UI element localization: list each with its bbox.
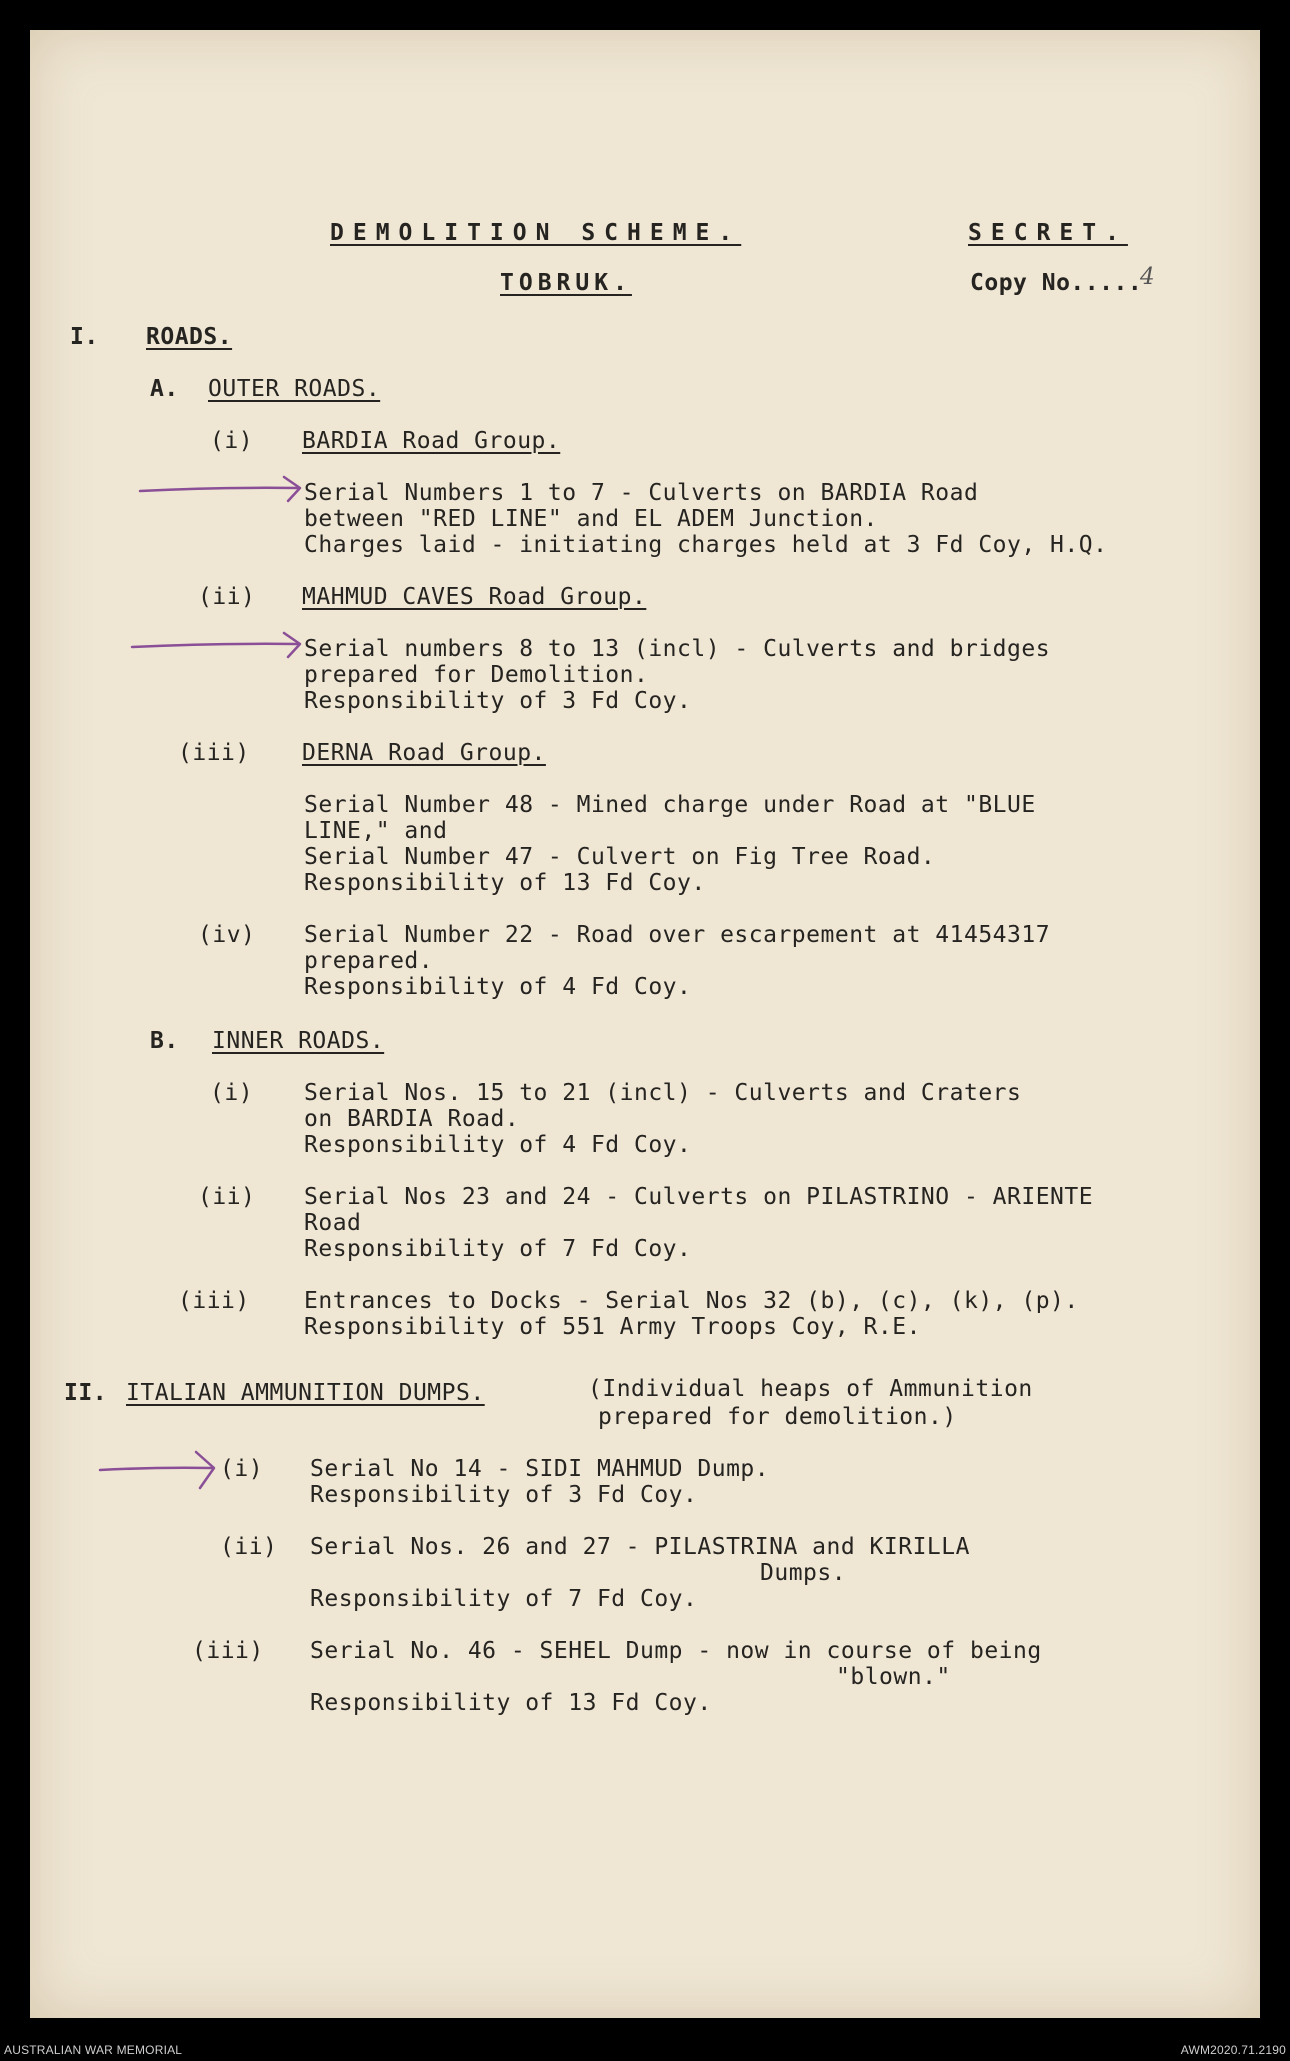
item-b1-num: (i) — [210, 1080, 254, 1106]
section-2-numeral: II. — [64, 1380, 108, 1406]
item-c1-num: (i) — [220, 1456, 264, 1482]
item-b3-num: (iii) — [178, 1288, 250, 1314]
item-c1-line-2: Responsibility of 3 Fd Coy. — [310, 1482, 698, 1508]
item-c3-line-3: Responsibility of 13 Fd Coy. — [310, 1690, 712, 1716]
item-c3-line-2: "blown." — [836, 1664, 951, 1690]
section-2-note-line-1: (Individual heaps of Ammunition — [588, 1376, 1033, 1402]
item-a4-line-1: Serial Number 22 - Road over escarpement at 41454317 — [304, 922, 1051, 948]
item-b2-num: (ii) — [198, 1184, 256, 1210]
item-b1-line-1: Serial Nos. 15 to 21 (incl) - Culverts and Craters — [304, 1080, 1022, 1106]
sub-a-heading: OUTER ROADS. — [208, 376, 381, 402]
item-a2-line-1: Serial numbers 8 to 13 (incl) - Culverts and bridges — [304, 636, 1051, 662]
sub-b-letter: B. — [150, 1028, 179, 1054]
item-a2-line-2: prepared for Demolition. — [304, 662, 649, 688]
sub-a-letter: A. — [150, 376, 179, 402]
item-a1-title: BARDIA Road Group. — [302, 428, 561, 454]
item-c2-line-3: Responsibility of 7 Fd Coy. — [310, 1586, 698, 1612]
section-1-heading: ROADS. — [146, 324, 233, 350]
item-a2-num: (ii) — [198, 584, 256, 610]
sub-b-heading: INNER ROADS. — [212, 1028, 385, 1054]
item-c2-num: (ii) — [220, 1534, 278, 1560]
copy-number: 4 — [1140, 264, 1156, 290]
item-c2-line-2: Dumps. — [760, 1560, 847, 1586]
copy-label: Copy No..... — [970, 270, 1143, 296]
item-c3-num: (iii) — [192, 1638, 264, 1664]
item-a1-line-2: between "RED LINE" and EL ADEM Junction. — [304, 506, 878, 532]
section-2-note-line-2: prepared for demolition.) — [598, 1404, 957, 1430]
item-b2-line-3: Responsibility of 7 Fd Coy. — [304, 1236, 692, 1262]
annotation-arrow-icon — [98, 1448, 222, 1492]
item-b3-line-2: Responsibility of 551 Army Troops Coy, R.E. — [304, 1314, 921, 1340]
footer-archive-name: AUSTRALIAN WAR MEMORIAL — [4, 2043, 183, 2057]
item-c1-line-1: Serial No 14 - SIDI MAHMUD Dump. — [310, 1456, 770, 1482]
section-2-heading: ITALIAN AMMUNITION DUMPS. — [126, 1380, 485, 1406]
item-c3-line-1: Serial No. 46 - SEHEL Dump - now in course of being — [310, 1638, 1042, 1664]
item-b2-line-2: Road — [304, 1210, 362, 1236]
item-a3-title: DERNA Road Group. — [302, 740, 546, 766]
item-b2-line-1: Serial Nos 23 and 24 - Culverts on PILASTRINO - ARIENTE — [304, 1184, 1094, 1210]
item-a1-line-3: Charges laid - initiating charges held at 3 Fd Coy, H.Q. — [304, 532, 1108, 558]
item-a3-line-1: Serial Number 48 - Mined charge under Road at "BLUE — [304, 792, 1036, 818]
document-page — [30, 30, 1260, 2018]
document-subtitle: TOBRUK. — [500, 270, 632, 296]
item-a1-line-1: Serial Numbers 1 to 7 - Culverts on BARDIA Road — [304, 480, 979, 506]
item-a2-line-3: Responsibility of 3 Fd Coy. — [304, 688, 692, 714]
item-b1-line-2: on BARDIA Road. — [304, 1106, 520, 1132]
document-title: DEMOLITION SCHEME. — [330, 220, 742, 246]
item-a1-num: (i) — [210, 428, 254, 454]
annotation-arrow-icon — [138, 474, 308, 504]
annotation-arrow-icon — [130, 630, 308, 660]
section-1-numeral: I. — [70, 324, 99, 350]
item-b1-line-3: Responsibility of 4 Fd Coy. — [304, 1132, 692, 1158]
item-a3-line-2: LINE," and — [304, 818, 448, 844]
classification-label: SECRET. — [968, 220, 1128, 246]
item-c2-line-1: Serial Nos. 26 and 27 - PILASTRINA and KIRILLA — [310, 1534, 970, 1560]
item-a3-line-4: Responsibility of 13 Fd Coy. — [304, 870, 706, 896]
item-a3-num: (iii) — [178, 740, 250, 766]
item-a2-title: MAHMUD CAVES Road Group. — [302, 584, 647, 610]
item-a4-line-3: Responsibility of 4 Fd Coy. — [304, 974, 692, 1000]
item-b3-line-1: Entrances to Docks - Serial Nos 32 (b), (c), (k), (p). — [304, 1288, 1079, 1314]
item-a3-line-3: Serial Number 47 - Culvert on Fig Tree Road. — [304, 844, 936, 870]
item-a4-line-2: prepared. — [304, 948, 434, 974]
footer-accession-number: AWM2020.71.2190 — [1180, 2043, 1286, 2057]
item-a4-num: (iv) — [198, 922, 256, 948]
